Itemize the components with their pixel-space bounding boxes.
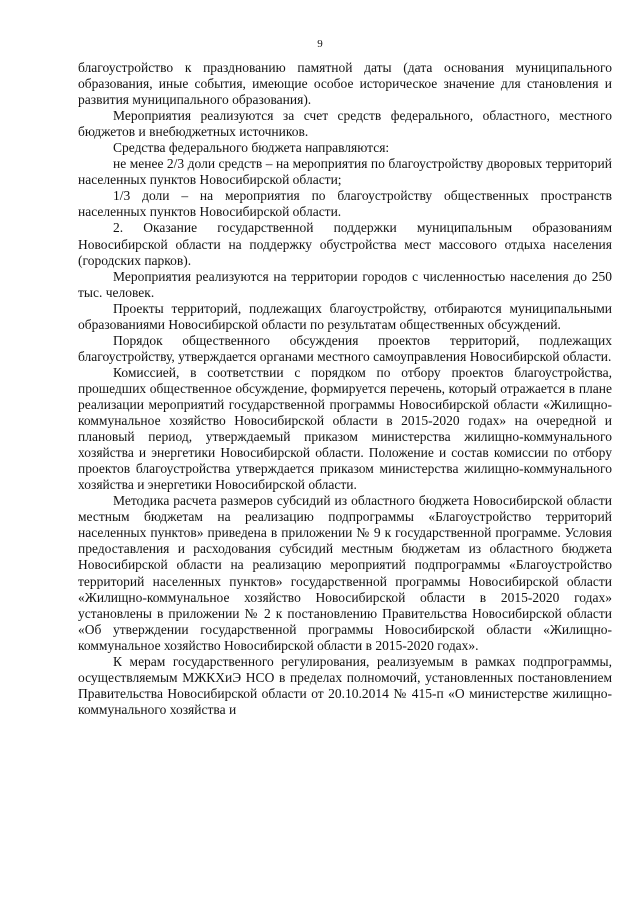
- paragraph-6: 2. Оказание государственной поддержки муниципальным образованиям Новосибирской области на поддержку обустройства мест массового отдыха населения (городских парков).: [78, 220, 612, 268]
- paragraph-10: Комиссией, в соответствии с порядком по отбору проектов благоустройства, прошедших общественное обсуждение, формируется перечень, который отражается в плане реализации мероприятий государственной программы Новосибирской области «Жилищно-коммунальное хозяйство Новосибирской области в 2015-2020 годах» на очередной и плановый период, утверждаемый приказом министерства жилищно-коммунального хозяйства и энергетики Новосибирской области. Положение и состав комиссии по отбору проектов благоустройства утверждается приказом министерства жилищно-коммунального хозяйства и энергетики Новосибирской области.: [78, 364, 612, 493]
- paragraph-3: Средства федерального бюджета направляются:: [113, 140, 390, 156]
- paragraph-1: благоустройство к празднованию памятной даты (дата основания муниципального образования, иные события, имеющие особое историческое значение для становления и развития муниципального образования).: [78, 60, 612, 108]
- page-number: 9: [317, 38, 323, 50]
- paragraph-5: 1/3 доли – на мероприятия по благоустройству общественных пространств населенных пунктов Новосибирской области.: [78, 188, 612, 220]
- paragraph-9: Порядок общественного обсуждения проектов территорий, подлежащих благоустройству, утверждается органами местного самоуправления Новосибирской области.: [78, 332, 612, 364]
- paragraph-8: Проекты территорий, подлежащих благоустройству, отбираются муниципальными образованиями Новосибирской области по результатам общественных обсуждений.: [78, 300, 612, 332]
- paragraph-4: не менее 2/3 доли средств – на мероприятия по благоустройству дворовых территорий населенных пунктов Новосибирской области;: [78, 156, 612, 188]
- document-body: [78, 60, 612, 718]
- paragraph-2: Мероприятия реализуются за счет средств федерального, областного, местного бюджетов и внебюджетных источников.: [78, 108, 612, 140]
- paragraph-7: Мероприятия реализуются на территории городов с численностью населения до 250 тыс. человек.: [78, 268, 612, 300]
- paragraph-12: К мерам государственного регулирования, реализуемым в рамках подпрограммы, осуществляемым МЖКХиЭ НСО в пределах полномочий, установленных постановлением Правительства Новосибирской области от 20.10.2014 № 415-п «О министерстве жилищно-коммунального хозяйства и: [78, 653, 612, 717]
- paragraph-11: Методика расчета размеров субсидий из областного бюджета Новосибирской области местным бюджетам на реализацию подпрограммы «Благоустройство территорий населенных пунктов» приведена в приложении № 9 к государственной программе. Условия предоставления и расходования субсидий местным бюджетам из областного бюджета Новосибирской области на реализацию мероприятий подпрограммы «Благоустройство территорий населенных пунктов» государственной программы Новосибирской области «Жилищно-коммунальное хозяйство Новосибирской области в 2015-2020 годах» установлены в приложении № 2 к постановлению Правительства Новосибирской области «Об утверждении государственной программы Новосибирской области «Жилищно-коммунальное хозяйство Новосибирской области в 2015-2020 годах».: [78, 493, 612, 653]
